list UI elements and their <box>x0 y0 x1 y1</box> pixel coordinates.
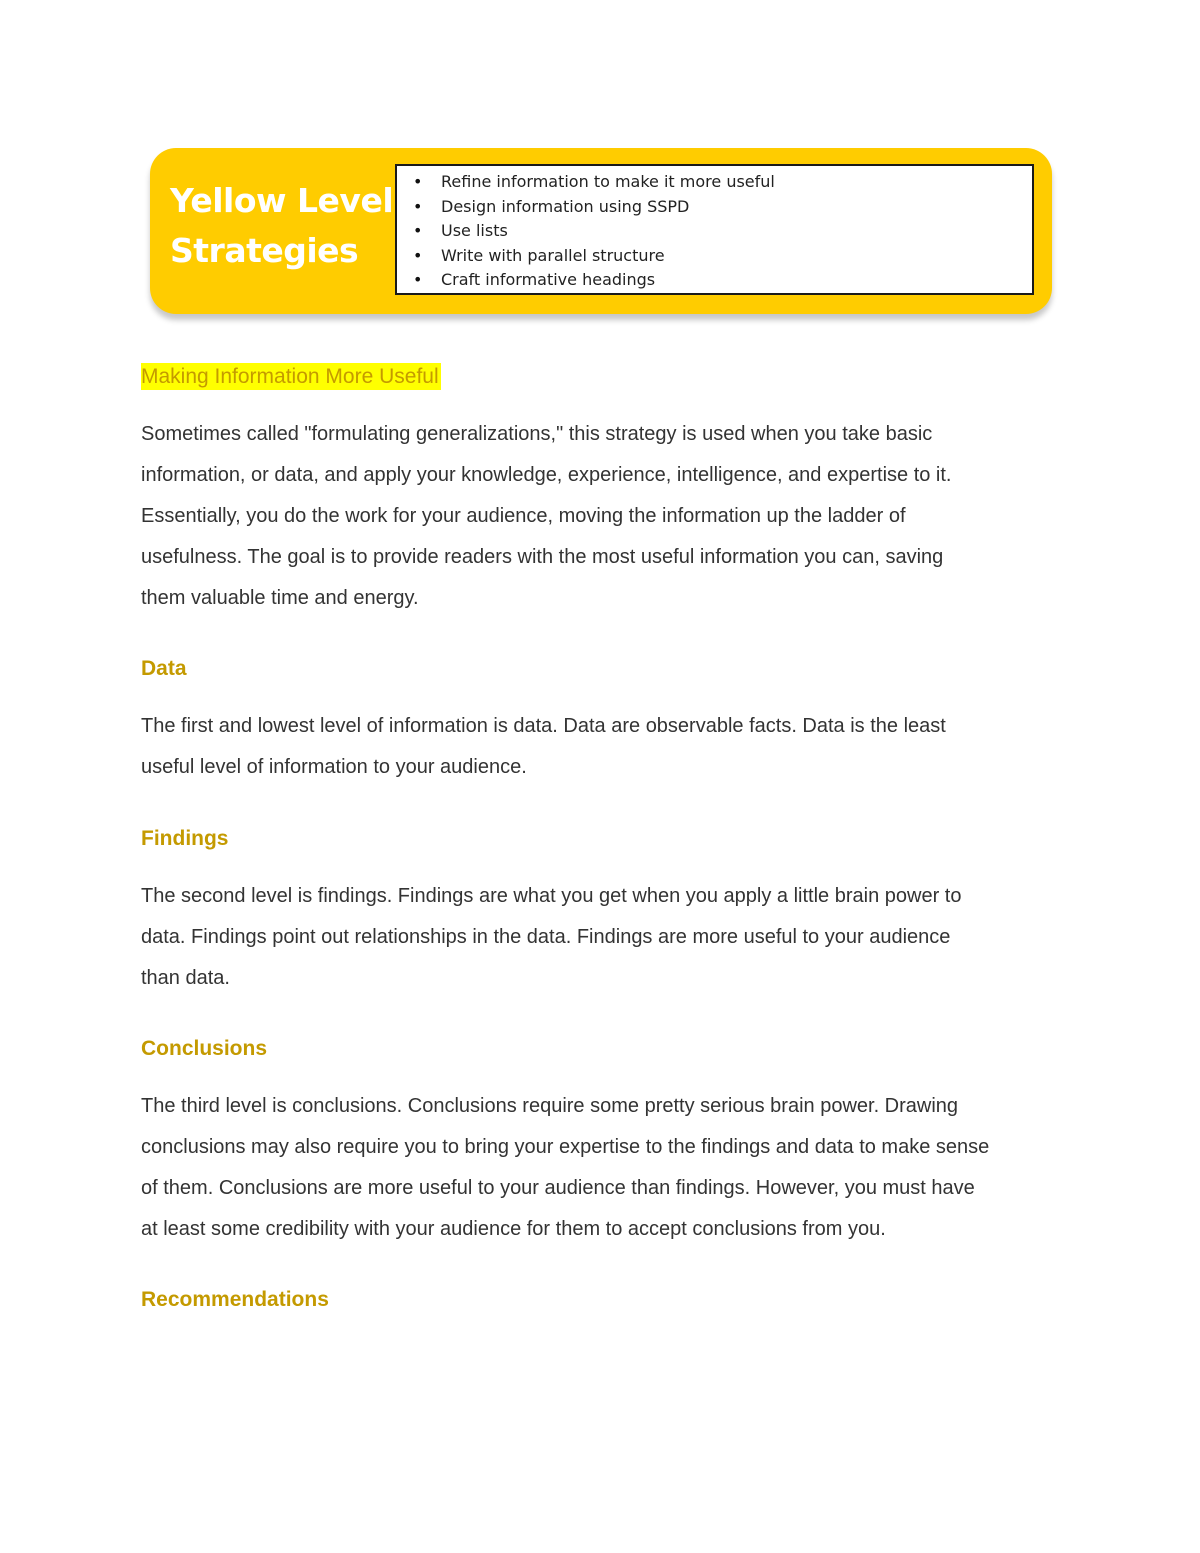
section-heading: Conclusions <box>141 1037 268 1060</box>
section-recommendations <box>141 1285 1061 1315</box>
strategy-item <box>413 195 1032 220</box>
strategy-item-label: Use lists <box>441 221 508 241</box>
main-heading <box>141 362 1061 392</box>
paragraph-line: information, or data, and apply your knowledge, experience, intelligence, and expertise to it. <box>141 464 952 486</box>
bullet-icon: • <box>413 196 423 216</box>
strategy-item-label: Design information using SSPD <box>441 196 690 216</box>
section-conclusions <box>141 1034 1061 1064</box>
banner-title <box>170 176 400 276</box>
strategy-item <box>413 170 1032 195</box>
paragraph-line: usefulness. The goal is to provide readers with the most useful information you can, saving <box>141 546 944 568</box>
paragraph-line: useful level of information to your audience. <box>141 756 527 778</box>
section-data-paragraph <box>141 706 1061 788</box>
main-heading-text: Making Information More Useful <box>141 365 439 388</box>
strategies-banner <box>150 148 1052 314</box>
strategy-list-box <box>395 164 1034 295</box>
section-findings-paragraph <box>141 876 1061 999</box>
paragraph-line: Essentially, you do the work for your audience, moving the information up the ladder of <box>141 505 906 527</box>
paragraph-line: Sometimes called "formulating generalizations," this strategy is used when you take basic <box>141 423 933 445</box>
section-heading: Recommendations <box>141 1288 329 1311</box>
section-conclusions-paragraph <box>141 1086 1061 1250</box>
intro-paragraph <box>141 414 1061 619</box>
paragraph-line: The second level is findings. Findings are what you get when you apply a little brain power to <box>141 885 962 907</box>
paragraph-line: of them. Conclusions are more useful to your audience than findings. However, you must have <box>141 1177 975 1199</box>
section-data <box>141 654 1061 684</box>
banner-title-line-2: Strategies <box>170 231 359 270</box>
strategy-item <box>413 244 1032 269</box>
section-heading: Data <box>141 657 187 680</box>
strategy-item <box>413 268 1032 293</box>
section-heading: Findings <box>141 827 229 850</box>
bullet-icon: • <box>413 221 423 241</box>
strategy-item-label: Craft informative headings <box>441 270 656 290</box>
paragraph-line: The first and lowest level of information is data. Data are observable facts. Data is the least <box>141 715 946 737</box>
bullet-icon: • <box>413 245 423 265</box>
paragraph-line: conclusions may also require you to bring your expertise to the findings and data to make sense <box>141 1136 990 1158</box>
paragraph-line: The third level is conclusions. Conclusions require some pretty serious brain power. Drawing <box>141 1095 959 1117</box>
paragraph-line: them valuable time and energy. <box>141 587 419 609</box>
strategy-item-label: Write with parallel structure <box>441 245 665 265</box>
strategy-item <box>413 219 1032 244</box>
strategy-item-label: Refine information to make it more useful <box>441 172 775 191</box>
section-findings <box>141 824 1061 854</box>
main-heading-block <box>141 362 1061 392</box>
paragraph-line: at least some credibility with your audience for them to accept conclusions from you. <box>141 1218 886 1240</box>
paragraph-line: data. Findings point out relationships in the data. Findings are more useful to your audience <box>141 926 951 948</box>
bullet-icon: • <box>413 270 423 290</box>
paragraph-line: than data. <box>141 967 230 989</box>
strategy-list <box>397 166 1032 293</box>
bullet-icon: • <box>413 172 423 191</box>
banner-title-line-1: Yellow Level <box>170 181 394 220</box>
